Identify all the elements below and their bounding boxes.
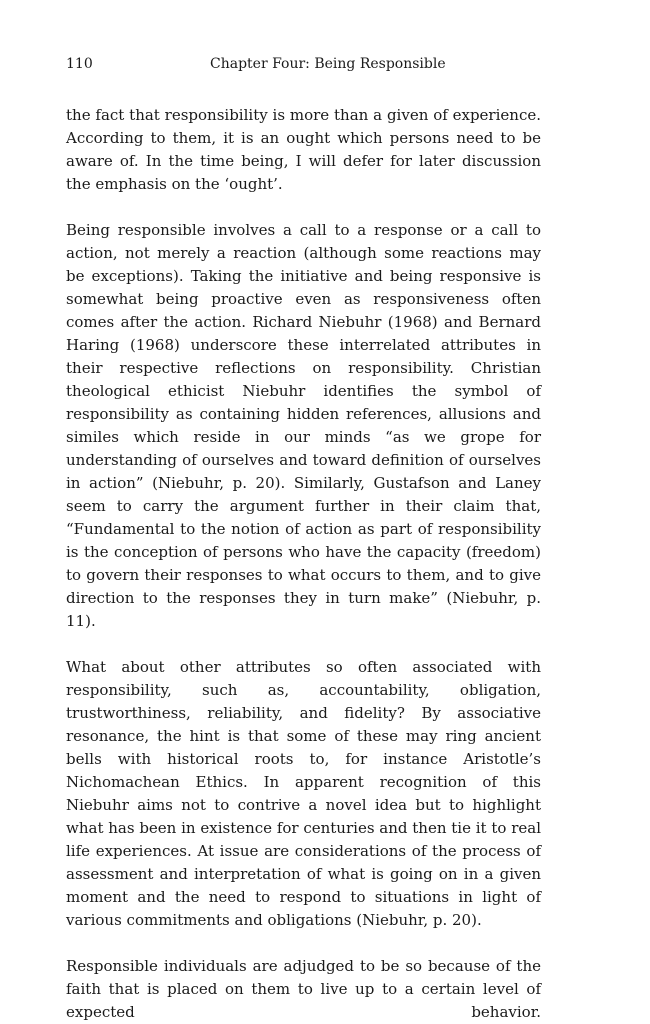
paragraph-3: What about other attributes so often associated with responsibility, such as, accountability, obligation, trustworthiness, reliability, and fidelity? By associative resonance, the hint is that some of these may ring ancient bells with historical roots to, for instance Aristotle’s Nichomachean Ethics. In apparent recognition of this Niebuhr aims not to contrive a novel idea but to highlight what has been in existence for centuries and then tie it to real life experiences. At issue are considerations of the process of assessment and interpretation of what is going on in a given moment and the need to respond to situations in light of various commitments and obligations (Niebuhr, p. 20). [66,658,541,929]
body-text [66,104,541,1024]
paragraph-1: the fact that responsibility is more than a given of experience. According to them, it is an ought which persons need to be aware of. In the time being, I will defer for later discussion the emphasis on the ‘ought’. [66,106,541,193]
page-number: 110 [66,56,93,72]
paragraph-4: Responsible individuals are adjudged to be so because of the faith that is placed on them to live up to a certain level of expected behavior. [66,957,541,1021]
paragraph-2: Being responsible involves a call to a response or a call to action, not merely a reaction (although some reactions may be exceptions). Taking the initiative and being responsive is somewhat being proactive even as responsiveness often comes after the action. Richard Niebuhr (1968) and Bernard Haring (1968) underscore these interrelated attributes in their respective reflections on responsibility. Christian theological ethicist Niebuhr identifies the symbol of responsibility as containing hidden references, allusions and similes which reside in our minds “as we grope for understanding of ourselves and toward definition of ourselves in action” (Niebuhr, p. 20). Similarly, Gustafson and Laney seem to carry the argument further in their claim that, “Fundamental to the notion of action as part of responsibility is the conception of persons who have the capacity (freedom) to govern their responses to what occurs to them, and to give direction to the responses they in turn make” (Niebuhr, p. 11). [66,221,541,630]
running-title: Chapter Four: Being Responsible [210,56,446,72]
page-header [66,54,540,74]
